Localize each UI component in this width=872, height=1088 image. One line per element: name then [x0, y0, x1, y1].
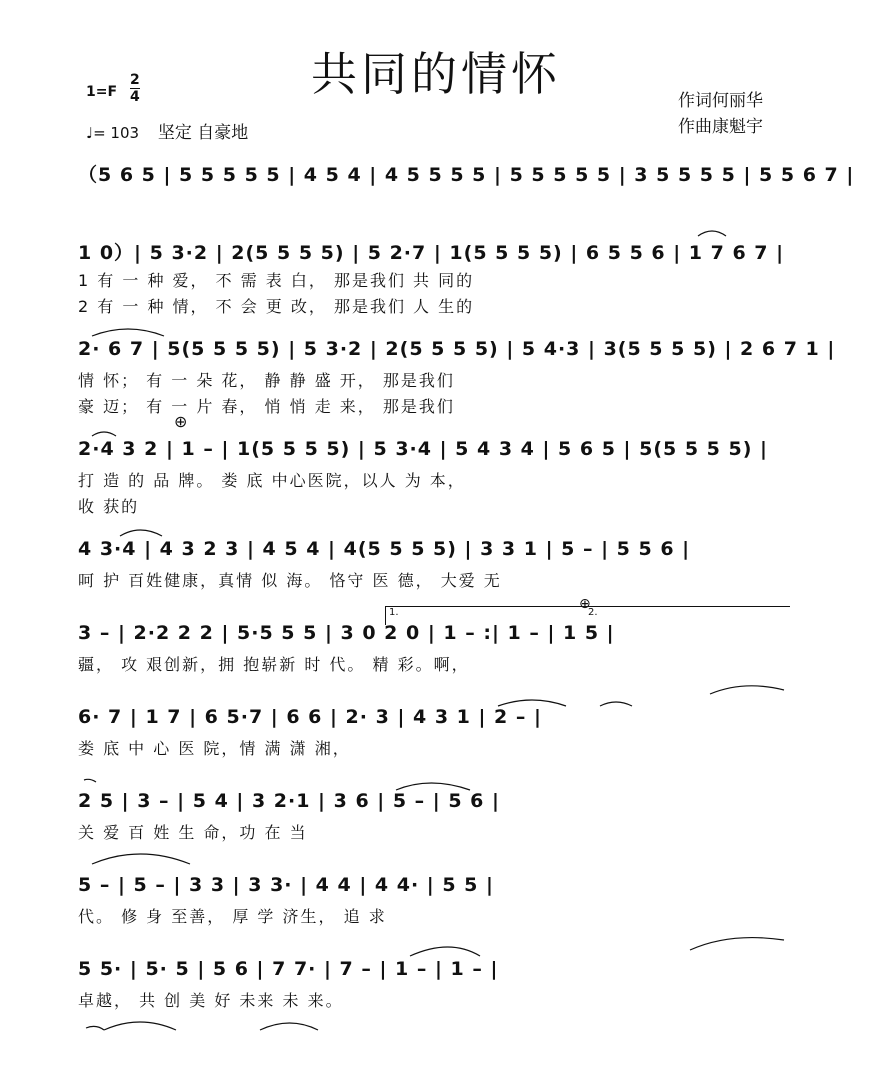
expression-text: 坚定 自豪地	[157, 123, 249, 143]
quarter-note-icon: ♩	[86, 124, 94, 142]
coda-sign-icon: ⊕	[579, 596, 591, 612]
slur-arc	[92, 432, 116, 436]
lyrics-verse-1: 关 爱 百 姓 生 命，功 在 当	[78, 823, 308, 842]
slur-arc	[84, 779, 96, 782]
lyrics-verse-1: 卓越， 共 创 美 好 未来 未 来。	[78, 991, 344, 1010]
lyrics-verse-1: 情 怀； 有 一 朵 花， 静 静 盛 开， 那是我们	[78, 371, 455, 390]
notes-line: 2 5 | 3 – | 5 4 | 3 2·1 | 3 6 | 5 – | 5 6 |	[78, 790, 500, 812]
slur-arc	[698, 231, 726, 236]
slur-arc	[710, 686, 784, 694]
tempo-bpm: = 103	[93, 124, 140, 142]
notes-line: 5 – | 5 – | 3 3 | 3 3· | 4 4 | 4 4· | 5 5 |	[78, 874, 494, 896]
lyrics-verse-1: 娄 底 中 心 医 院，情 满 潇 湘，	[78, 739, 351, 758]
slur-arc	[260, 1023, 318, 1030]
lyrics-verse-2: 收 获的	[78, 497, 140, 516]
coda-sign-icon: ⊕	[174, 412, 188, 431]
volta-second-label: 2.	[588, 607, 598, 618]
notes-line: 2· 6 7 | 5(5 5 5 5) | 5 3·2 | 2(5 5 5 5) | 5 4·3 | 3(5 5 5 5) | 2 6 7 1 |	[78, 338, 836, 360]
slur-arc	[690, 938, 784, 950]
key-signature: 1=F	[86, 84, 118, 100]
notes-line: 1 0）| 5 3·2 | 2(5 5 5 5) | 5 2·7 | 1(5 5 5 5) | 6 5 5 6 | 1 7 6 7 |	[78, 242, 785, 264]
notes-line: 3 – | 2·2 2 2 | 5·5 5 5 | 3 0 2 0 | 1 – :| 1 – | 1 5 |	[78, 622, 615, 644]
lyricist-credit: 作词何丽华	[678, 91, 763, 111]
slur-arc	[396, 783, 470, 790]
composer-credit: 作曲康魁宇	[678, 117, 763, 137]
time-signature-bottom: 4	[130, 89, 140, 105]
lyrics-verse-1: 代。 修 身 至善， 厚 学 济生， 追 求	[78, 907, 387, 926]
notes-line: 4 3·4 | 4 3 2 3 | 4 5 4 | 4(5 5 5 5) | 3 3 1 | 5 – | 5 5 6 |	[78, 538, 691, 560]
slur-arc	[120, 530, 162, 536]
slur-arc	[600, 702, 632, 706]
slur-arc	[92, 329, 164, 336]
lyrics-verse-1: 疆， 攻 艰创新，拥 抱崭新 时 代。 精 彩。啊，	[78, 655, 470, 674]
slur-arc	[86, 1026, 104, 1030]
time-signature-top: 2	[130, 72, 140, 88]
lyrics-verse-1: 打 造 的 品 牌。 娄 底 中心医院，以人 为 本，	[78, 471, 466, 490]
lyrics-verse-2: 2 有 一 种 情， 不 会 更 改， 那是我们 人 生的	[78, 297, 475, 316]
slur-arc	[410, 947, 480, 956]
notes-line: （5 6 5 | 5 5 5 5 5 | 4 5 4 | 4 5 5 5 5 | 5 5 5 5 5 | 3 5 5 5 5 | 5 5 6 7 |	[78, 164, 855, 186]
notes-line: 5 5· | 5· 5 | 5 6 | 7 7· | 7 – | 1 – | 1 – |	[78, 958, 499, 980]
slur-arc	[498, 700, 566, 706]
slur-arc	[104, 1022, 176, 1030]
lyrics-verse-1: 呵 护 百姓健康，真情 似 海。 恪守 医 德， 大爱 无	[78, 571, 502, 590]
volta-first-label: 1.	[389, 607, 399, 618]
lyrics-verse-1: 1 有 一 种 爱， 不 需 表 白， 那是我们 共 同的	[78, 271, 475, 290]
song-title: 共同的情怀	[311, 47, 561, 101]
notes-line: 2·4 3 2 | 1 – | 1(5 5 5 5) | 5 3·4 | 5 4 3 4 | 5 6 5 | 5(5 5 5 5) |	[78, 438, 768, 460]
lyrics-verse-2: 豪 迈； 有 一 片 春， 悄 悄 走 来， 那是我们	[78, 397, 455, 416]
slur-arc	[92, 854, 190, 864]
notes-line: 6· 7 | 1 7 | 6 5·7 | 6 6 | 2· 3 | 4 3 1 | 2 – |	[78, 706, 542, 728]
